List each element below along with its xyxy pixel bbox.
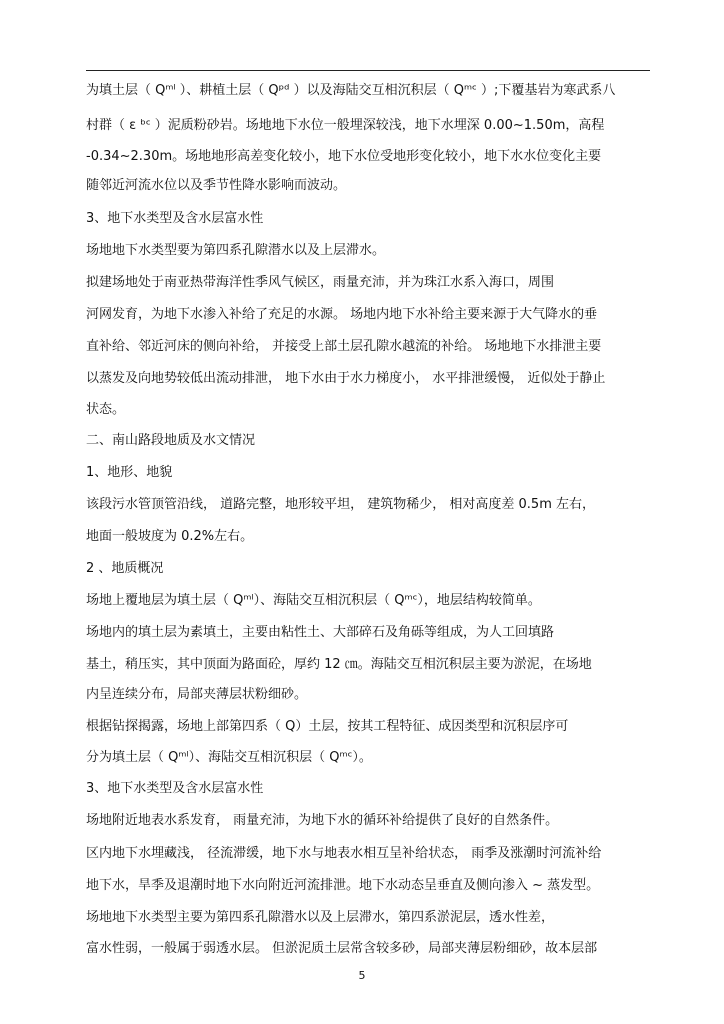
section-heading: 2 、地质概况	[86, 561, 164, 576]
text-line: 拟建场地处于南亚热带海洋性季风气候区，雨量充沛，并为珠江水系入海口，周围	[86, 275, 555, 290]
text-line: 河网发育，为地下水渗入补给了充足的水源。 场地内地下水补给主要来源于大气降水的垂	[86, 307, 598, 322]
text-line: 为填土层（ Qᵐˡ ）、耕植土层（ Qᵖᵈ ）以及海陆交互相沉积层（ Qᵐᶜ ）;下覆基岩为寒武系八	[86, 83, 616, 98]
text-line: 区内地下水埋藏浅， 径流滞缓，地下水与地表水相互呈补给状态， 雨季及涨潮时河流补给	[86, 846, 602, 861]
text-line: -0.34~2.30m。场地地形高差变化较小，地下水位受地形变化较小，地下水水位变化主要	[86, 149, 602, 164]
section-heading: 3、地下水类型及含水层富水性	[86, 781, 264, 796]
text-line: 根据钻探揭露，场地上部第四系（ Q）土层，按其工程特征、成因类型和沉积层序可	[86, 719, 569, 734]
text-line: 分为填土层（ Qᵐˡ）、海陆交互相沉积层（ Qᵐᶜ）。	[86, 750, 372, 765]
text-line: 地面一般坡度为 0.2%左右。	[86, 529, 254, 544]
section-heading: 1、地形、地貌	[86, 465, 173, 480]
text-line: 以蒸发及向地势较低出流动排泄， 地下水由于水力梯度小， 水平排泄缓慢， 近似处于静止	[86, 371, 606, 386]
chapter-heading: 二、南山路段地质及水文情况	[86, 433, 256, 448]
text-line: 场地附近地表水系发育， 雨量充沛，为地下水的循环补给提供了良好的自然条件。	[86, 813, 559, 828]
text-line: 基土，稍压实，其中顶面为路面砼，厚约 12 ㎝。海陆交互相沉积层主要为淤泥，在场地	[86, 657, 592, 672]
text-line: 该段污水管顶管沿线， 道路完整，地形较平坦， 建筑物稀少， 相对高度差 0.5m 左右，	[86, 497, 596, 512]
text-line: 内呈连续分布，局部夹薄层状粉细砂。	[86, 687, 308, 702]
text-line: 富水性弱，一般属于弱透水层。 但淤泥质土层常含较多砂，局部夹薄层粉细砂，故本层部	[86, 941, 598, 956]
text-line: 随邻近河流水位以及季节性降水影响而波动。	[86, 178, 347, 193]
text-line: 地下水，旱季及退潮时地下水向附近河流排泄。地下水动态呈垂直及侧向渗入 ~ 蒸发型。	[86, 878, 600, 893]
page-number: 5	[358, 969, 366, 982]
text-line: 场地内的填土层为素填土，主要由粘性土、大部碎石及角砾等组成，为人工回填路	[86, 625, 555, 640]
header-rule	[86, 70, 650, 71]
text-line: 场地地下水类型主要为第四系孔隙潜水以及上层滞水，第四系淤泥层，透水性差，	[86, 910, 555, 925]
section-heading: 3、地下水类型及含水层富水性	[86, 211, 264, 226]
text-line: 场地地下水类型要为第四系孔隙潜水以及上层滞水。	[86, 243, 386, 258]
text-line: 村群（ ε ᵇᶜ ）泥质粉砂岩。场地地下水位一般埋深较浅，地下水埋深 0.00~1.50m，高程	[86, 118, 605, 133]
text-line: 直补给、邻近河床的侧向补给， 并接受上部土层孔隙水越流的补给。 场地地下水排泄主要	[86, 339, 602, 354]
text-line: 场地上覆地层为填土层（ Qᵐˡ）、海陆交互相沉积层（ Qᵐᶜ），地层结构较简单。	[86, 593, 541, 608]
text-line: 状态。	[86, 402, 126, 417]
